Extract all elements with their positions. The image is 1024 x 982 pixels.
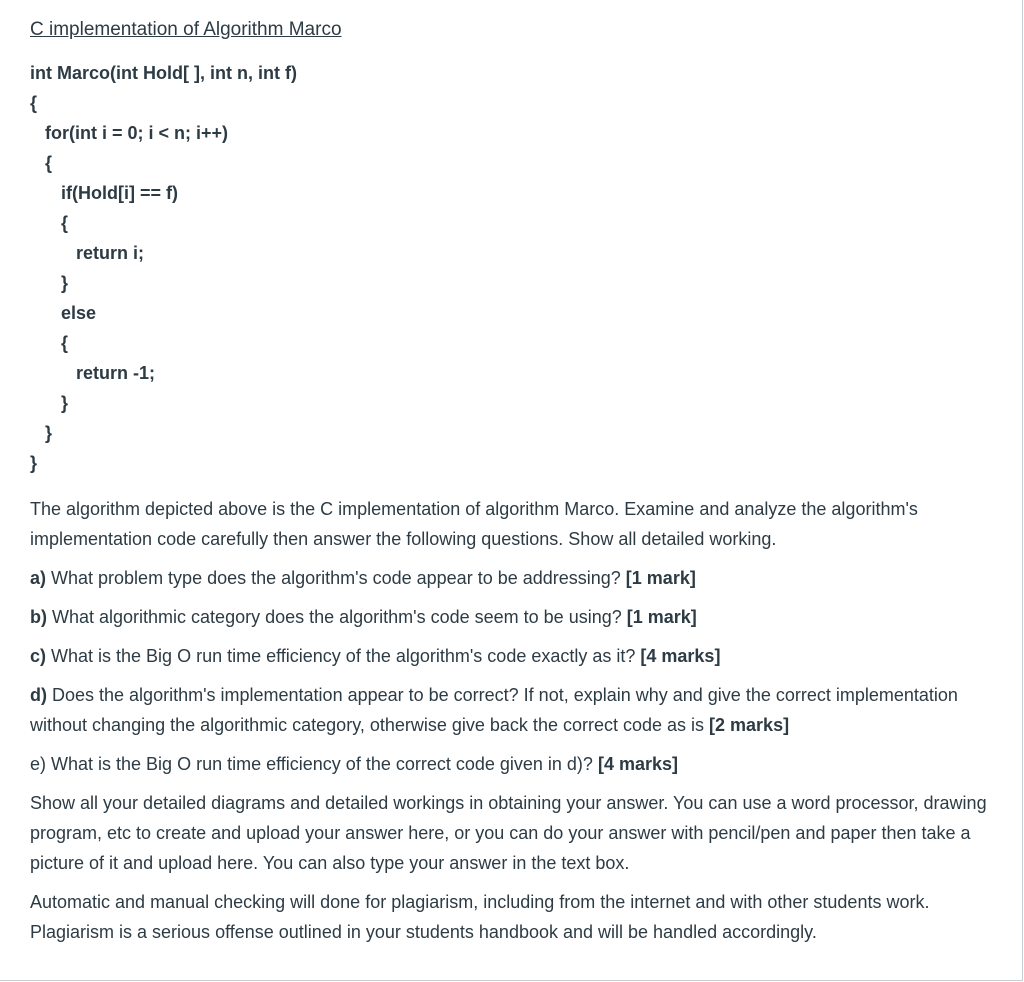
code-line: } xyxy=(61,273,69,293)
code-line: } xyxy=(30,453,38,473)
code-line: { xyxy=(61,213,69,233)
question-text: What is the Big O run time efficiency of the correct code given in d)? xyxy=(46,754,598,774)
code-line: { xyxy=(61,333,69,353)
intro-paragraph: The algorithm depicted above is the C implementation of algorithm Marco. Examine and analyze the algorithm's implementation code carefully then answer the following questions. Show all detailed working. xyxy=(30,499,918,549)
code-line: } xyxy=(45,423,53,443)
question-label: e) xyxy=(30,754,47,774)
question-marks: [2 marks] xyxy=(709,715,790,735)
question-text: What problem type does the algorithm's code appear to be addressing? xyxy=(46,568,626,588)
page-title: C implementation of Algorithm Marco xyxy=(30,19,342,40)
question-text: What algorithmic category does the algorithm's code seem to be using? xyxy=(47,607,627,627)
question-marks: [4 marks] xyxy=(597,754,678,774)
question-marks: [4 marks] xyxy=(640,646,721,666)
question-text: What is the Big O run time efficiency of the algorithm's code exactly as it? xyxy=(46,646,641,666)
question-d xyxy=(30,680,1005,740)
question-content xyxy=(30,16,1005,947)
code-line: if(Hold[i] == f) xyxy=(61,183,178,203)
code-line: for(int i = 0; i < n; i++) xyxy=(45,123,229,143)
question-b xyxy=(30,602,1005,632)
question-marks: [1 mark] xyxy=(625,568,696,588)
question-label: c) xyxy=(30,646,47,666)
code-block xyxy=(30,58,1005,478)
code-line: return i; xyxy=(76,243,145,263)
code-line: { xyxy=(45,153,53,173)
question-label: a) xyxy=(30,568,47,588)
code-line: return -1; xyxy=(76,363,156,383)
question-label: d) xyxy=(30,685,47,705)
code-line: { xyxy=(30,93,38,113)
code-line: int Marco(int Hold[ ], int n, int f) xyxy=(30,63,297,83)
question-marks: [1 mark] xyxy=(626,607,697,627)
instructions-paragraph: Show all your detailed diagrams and detailed workings in obtaining your answer. You can use a word processor, drawing program, etc to create and upload your answer here, or you can do your answer with pencil/pen and paper then take a picture of it and upload here. You can also type your answer in the text box. xyxy=(30,793,987,873)
question-a xyxy=(30,563,1005,593)
code-line: else xyxy=(61,303,97,323)
question-label: b) xyxy=(30,607,47,627)
code-line: } xyxy=(61,393,69,413)
question-c xyxy=(30,641,1005,671)
question-e xyxy=(30,749,1005,779)
plagiarism-paragraph: Automatic and manual checking will done for plagiarism, including from the internet and with other students work. Plagiarism is a serious offense outlined in your students handbook and will be handled accordingly. xyxy=(30,892,930,942)
question-text: Does the algorithm's implementation appear to be correct? If not, explain why and give the correct implementation without changing the algorithmic category, otherwise give back the correct code as is xyxy=(30,685,958,735)
